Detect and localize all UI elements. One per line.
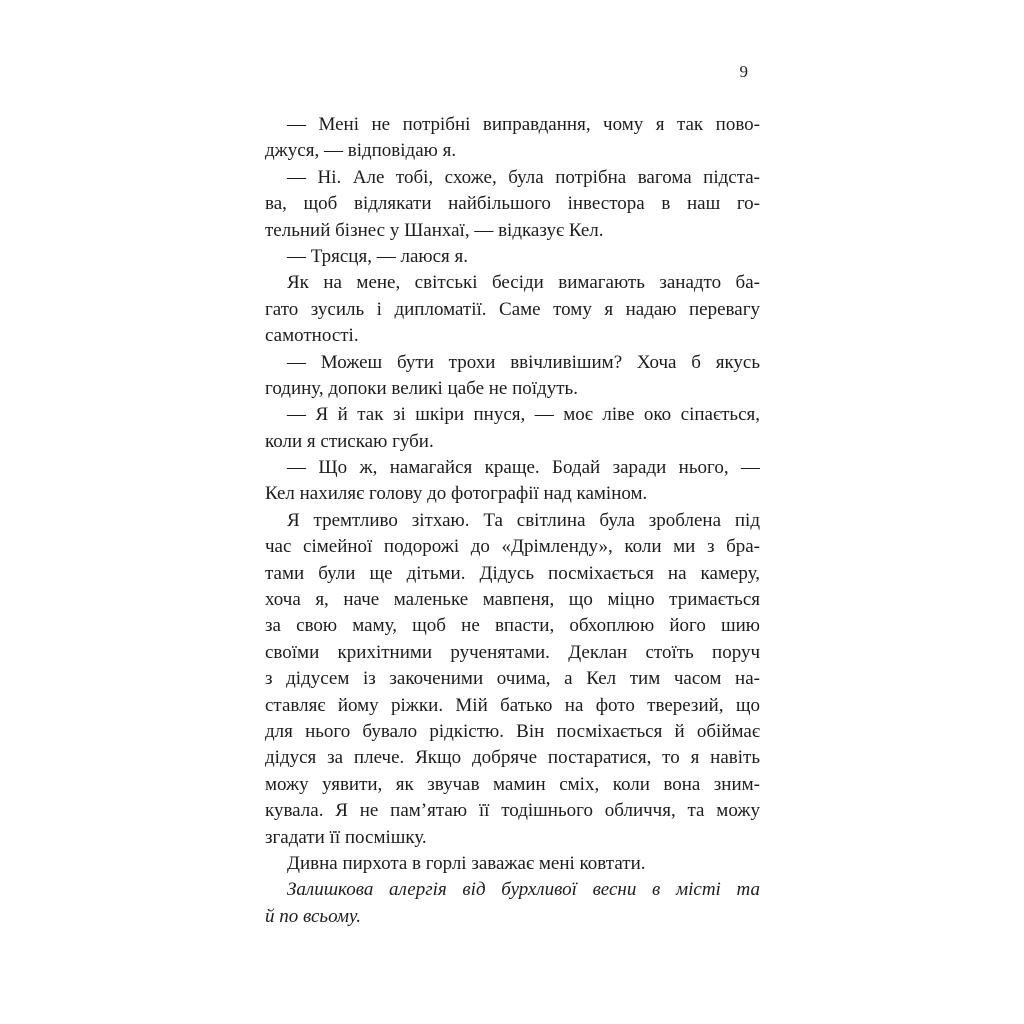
text-line: — Можеш бути трохи ввічливішим? Хоча б якусь [287,351,760,373]
text-line: з дідусем із закоченими очима, а Кел тим часом на- [265,668,760,690]
text-line: Дивна пирхота в горлі заважає мені ковтати. [287,852,646,874]
text-line: коли я стискаю губи. [265,430,434,452]
text-line: ставляє йому ріжки. Мій батько на фото тверезий, що [265,694,760,716]
page-number: 9 [739,62,748,81]
text-line: й по всьому. [265,905,361,927]
text-line: тами були ще дітьми. Дідусь посміхається на камеру, [265,562,760,584]
text-line: Я тремтливо зітхаю. Та світлина була зроблена під [287,509,760,531]
text-line: згадати її посмішку. [265,826,427,848]
text-block [265,112,760,930]
text-line: гато зусиль і дипломатії. Саме тому я надаю перевагу [265,298,760,320]
text-line: Залишкова алергія від бурхливої весни в місті та [287,879,760,901]
text-line: ва, щоб відлякати найбільшого інвестора в наш го- [265,193,760,215]
text-line: самотності. [265,325,359,347]
text-line: кувала. Я не пам’ятаю її тодішнього обличчя, та можу [265,800,760,822]
text-line: годину, допоки великі цабе не поїдуть. [265,377,578,399]
text-line: — Ні. Але тобі, схоже, була потрібна вагома підста- [287,166,760,188]
text-line: Як на мене, світські бесіди вимагають занадто ба- [287,272,760,294]
text-line: для нього бувало рідкістю. Він посміхається й обіймає [265,720,760,742]
text-line: — Я й так зі шкіри пнуся, — моє ліве око сіпається, [287,404,760,426]
text-line: Кел нахиляє голову до фотографії над каміном. [265,483,648,505]
text-line: хоча я, наче маленьке мавпеня, що міцно тримається [265,589,760,611]
text-line: — Трясця, — лаюся я. [287,245,468,267]
text-line: — Що ж, намагайся краще. Бодай заради нього, — [287,457,760,479]
text-line: своїми крихітними рученятами. Деклан стоїть поруч [265,641,760,663]
text-line: джуся, — відповідаю я. [265,140,457,162]
text-line: можу уявити, як звучав мамин сміх, коли вона зним- [265,773,760,795]
text-line: час сімейної подорожі до «Дрімленду», коли ми з бра- [265,536,760,558]
text-line: — Мені не потрібні виправдання, чому я так пово- [287,114,760,135]
text-line: дідуся за плече. Якщо добряче постаратися, то я навіть [265,747,760,769]
text-line: тельний бізнес у Шанхаї, — відказує Кел. [265,219,604,241]
text-line: за свою маму, щоб не впасти, обхоплюю його шию [265,615,760,637]
